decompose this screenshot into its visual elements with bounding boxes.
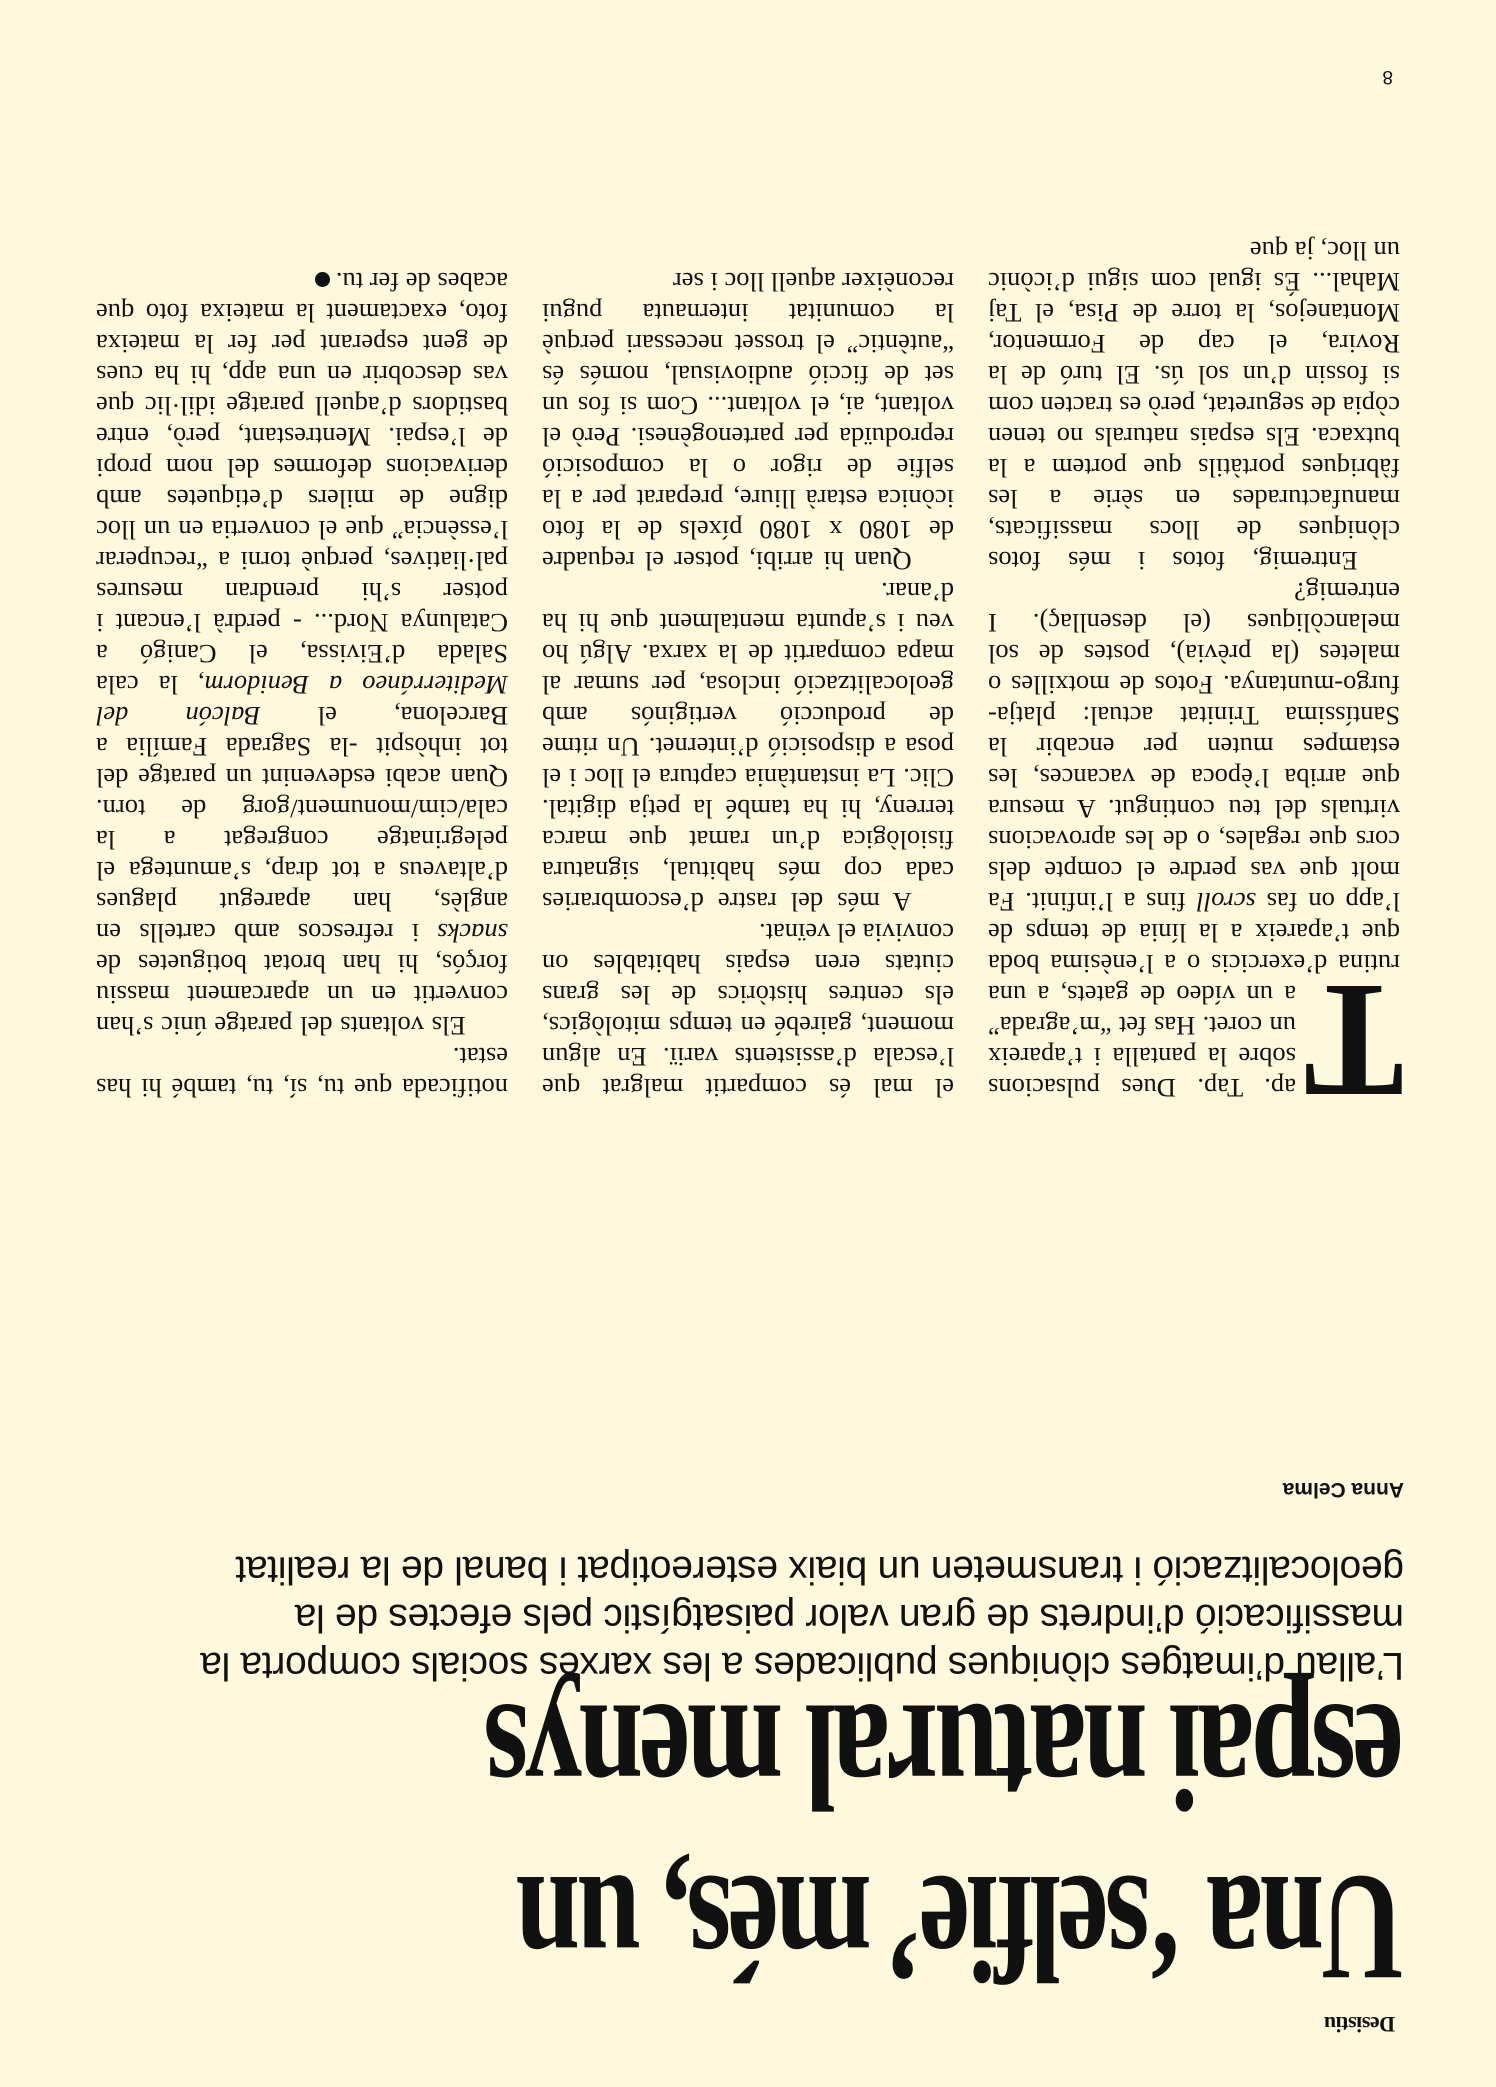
body-column-3 bbox=[96, 266, 508, 1103]
article-title bbox=[104, 1670, 1404, 2013]
paragraph: Entremig, fotos i més fotos clòniques de llocs massificats, manufacturades en sèrie a les fàbriques portàtils que portem a la butxaca. Els espais naturals no tenen còpia de seguretat, però es tracten com si fossin d’un sol ús. El turó de la Rovira, el cap de Formentor, Montanejos, la torre de Pisa, el Taj Mahal... És igual com sigui d’icònic un lloc, ja que bbox=[988, 236, 1400, 576]
text: , la cala Salada d’Eivissa, el Canigó a Catalunya Nord... - perdrà l’encant i potser s’hi prendran mesures pal·liatives, perquè torni a “recuperar l’essència” que el convertia en un lloc digne de milers d’etiquetes amb derivacions deformes del nom propi de l’espai. Mentrestant, però, entre bastidors d’aquell paratge idil·lic que vas descobrir en una app, hi ha cues de gent esperant per fer la mateixa foto, exactament la mateixa foto que acabes de fer tu. bbox=[96, 267, 508, 700]
italic-text: scroll bbox=[1196, 887, 1256, 917]
text: fins a l’infinit. Fa molt que vas perdre el compte dels cors que regales, o de les aprovacions virtuals del teu contingut. A mesura que arriba l’època de vacances, les estampes muten per encabir la Santíssima Trinitat actual: platja-furgo-muntanya. Fotos de motxilles o maletes (la prèvia), postes de sol melancòliques (el desenllaç). I entremig? bbox=[988, 577, 1400, 917]
paragraph: Quan hi arribi, potser el requadre de 1080 x 1080 píxels de la foto icònica estarà lliure, preparat per a la selfie de rigor o la composició reproduïda per partenogènesi. Però el voltant, ai, el voltant... Com si fos un set de ficció audiovisual, només és “autèntic” el trosset necessari perquè la comunitat internauta pugui reconèixer aquell lloc i ser bbox=[542, 267, 954, 576]
page-number: 8 bbox=[1382, 66, 1393, 87]
paragraph: A més del rastre d’escombraries cada cop més habitual, signatura fisiològica d’un ramat que marca terreny, hi ha també la petja digital. Clic. La instantània captura el lloc i el posa a disposició d’internet. Un ritme de producció vertiginós amb geolocalització inclosa, per sumar al mapa compartit de la xarxa. Algú ho veu i s’apunta mentalment que hi ha d’anar. bbox=[542, 577, 954, 917]
title-line: Una ‘selfie’ més, un bbox=[519, 1842, 1404, 2012]
text: i refrescos amb cartells en anglès, han aparegut plagues d’altaveus a tot drap, s’amuntega el pelegrinatge congregat a la cala/cim/monument/gorg de torn. Quan acabi esdevenint un paratge del tot inhòspit -la Sagrada Família a Barcelona, el bbox=[96, 701, 508, 948]
end-of-article-bullet-icon bbox=[315, 272, 330, 287]
text: ap. Tap. Dues pulsacions sobre la pantalla i t’apareix un coret. Has fet “m’agrada” a un vídeo de gatets, a una rutina d’exercicis o a l’enèsima boda que t’apareix a la línia de temps de l’app on fas bbox=[988, 887, 1400, 1103]
body-column-1 bbox=[988, 235, 1404, 1133]
section-label: Desistiu bbox=[1324, 2012, 1395, 2037]
paragraph: el mal és compartit malgrat que l’escala d’assistents variï. En algun moment, gairebé en temps mitològics, els centres històrics de les grans ciutats eren espais habitables on convivia el veïnat. bbox=[542, 918, 954, 1103]
italic-text: snacks bbox=[437, 918, 508, 948]
paragraph bbox=[988, 576, 1404, 1133]
paragraph bbox=[96, 266, 508, 1041]
body-column-2 bbox=[542, 266, 954, 1103]
paragraph: notificada que tu, sí, tu, també hi has estat. bbox=[96, 1042, 508, 1103]
author-byline: Anna Celma bbox=[1282, 1478, 1404, 1501]
text: Els voltants del paratge únic s’han convertit en un aparcament massiu forçós, hi han brotat botiguetes de bbox=[96, 949, 508, 1041]
drop-cap: T bbox=[1303, 949, 1404, 1133]
italic-text: Balcón del Mediterráneo a Benidorm bbox=[96, 670, 508, 731]
title-line: espai natural menys bbox=[487, 1671, 1404, 1841]
article-subtitle: L’allau d’imatges clòniques publicades a les xarxes socials comporta la massificació d’indrets de gran valor paisatgístic pels efectes de la geolocalització i transmeten un biaix estereotipat i banal de la realitat bbox=[200, 1548, 1404, 1687]
